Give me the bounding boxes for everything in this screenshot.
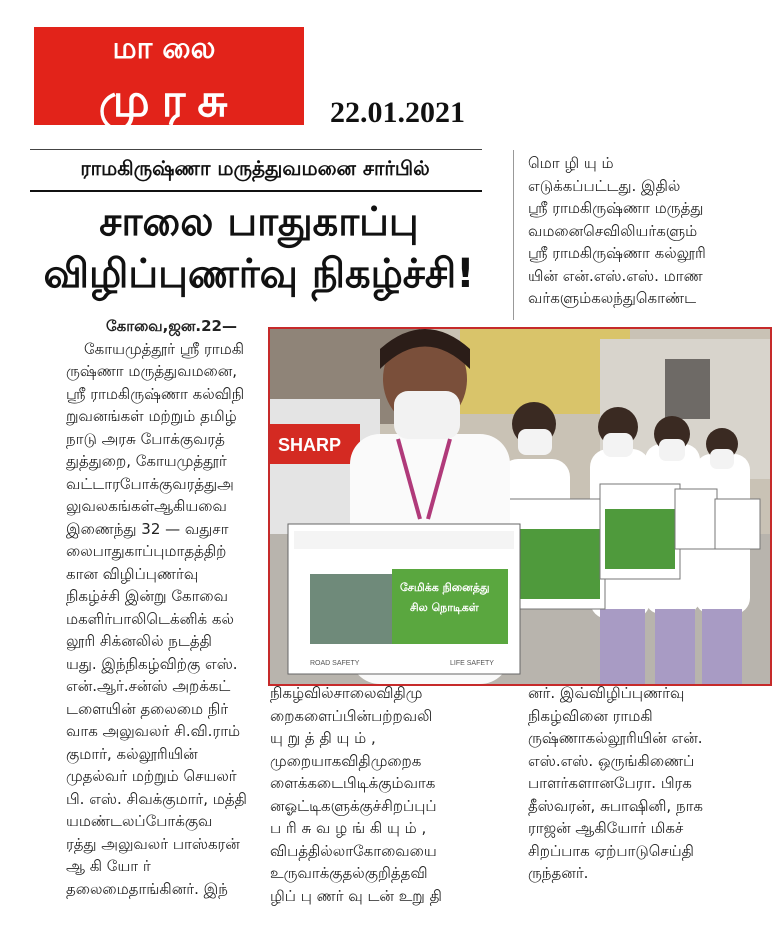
article-column-1 <box>66 315 256 900</box>
text-line: னஓட்டிகளுக்குச்சிறப்புப் <box>270 796 437 815</box>
text-line: வமனைசெவிலியர்களும் <box>528 221 698 240</box>
text-line: கோயமுத்தூர் ஸ்ரீ ராமகி <box>84 339 245 358</box>
article-headline <box>14 196 504 300</box>
photo-illustration <box>270 329 770 684</box>
text-line: பாளர்களானபேரா. பிரக <box>528 774 692 792</box>
text-line: ருஷ்ணா மருத்துவமனை, <box>66 362 238 380</box>
logo-top-text: மாலை <box>112 31 226 66</box>
text-line: யின் என்.எஸ்.எஸ். மாண <box>528 266 703 285</box>
text-line: ராஜன் ஆகியோர் மிகச் <box>528 819 684 837</box>
text-line: ளைக்கடைபிடிக்கும்வாக <box>270 774 436 792</box>
text-line: வர்களும்கலந்துகொண்ட <box>528 289 697 307</box>
text-line: றுவனங்கள் மற்றும் தமிழ் <box>66 407 237 425</box>
text-line: என்.ஆர்.சன்ஸ் அறக்கட் <box>66 677 231 695</box>
article-column-3-bottom <box>528 682 770 885</box>
text-line: னர். இவ்விழிப்புணர்வு <box>528 684 685 702</box>
text-line: எஸ்.எஸ். ஒருங்கிணைப் <box>528 751 695 770</box>
text-line: நாடு அரசு போக்குவரத் <box>66 429 225 448</box>
text-line: எடுக்கப்பட்டது. இதில் <box>528 176 681 195</box>
text-line: நிகழ்வில்சாலைவிதிமு <box>270 684 423 702</box>
text-line: ஸ்ரீ ராமகிருஷ்ணா மருத்து <box>528 199 704 217</box>
text-line: யது. இந்நிகழ்விற்கு எஸ். <box>66 654 238 673</box>
text-line: லைபாதுகாப்புமாதத்திற் <box>66 542 227 560</box>
placard-line-1: சேமிக்க நினைத்து <box>400 581 490 594</box>
placard-line-2: சில நொடிகள் <box>410 601 479 614</box>
headline-line-2: விழிப்புணர்வு நிகழ்ச்சி! <box>43 251 475 297</box>
text-line: நிகழ்வினை ராமகி <box>528 706 653 725</box>
article-photo <box>268 327 772 686</box>
text-line: ப ரி சு வ ழ ங் கி யு ம் , <box>270 819 427 837</box>
text-line: ஸ்ரீ ராமகிருஷ்ணா கல்லூரி <box>528 244 706 262</box>
placard-footer-left: ROAD SAFETY <box>310 660 360 667</box>
text-line: உருவாக்குதல்குறித்தவி <box>270 864 428 882</box>
text-line: ருந்தனர். <box>528 864 589 882</box>
text-line: ஸ்ரீ ராமகிருஷ்ணா கல்விநி <box>66 384 245 403</box>
article-kicker: ராமகிருஷ்ணா மருத்துவமனை சார்பில் <box>80 156 430 180</box>
masthead-logo <box>34 27 304 125</box>
text-line: முறையாகவிதிமுறைக <box>270 751 422 770</box>
publication-date: 22.01.2021 <box>330 96 465 129</box>
text-line: யு று த் தி யு ம் , <box>270 729 376 747</box>
text-line: வாக அலுவலர் சி.வி.ராம் <box>66 722 241 740</box>
text-line: றைகளைப்பின்பற்றவலி <box>270 706 433 725</box>
text-line: துத்துறை, கோயமுத்தூர் <box>66 452 227 470</box>
text-line: தீஸ்வரன், சுபாஷினி, நாக <box>528 796 704 815</box>
article-column-2 <box>270 682 510 907</box>
text-line: ரத்து அலுவலர் பாஸ்கரன் <box>66 834 240 853</box>
column-divider <box>513 150 514 320</box>
text-line: மகளிர்பாலிடெக்னிக் கல் <box>66 609 234 628</box>
headline-line-1: சாலை பாதுகாப்பு <box>99 199 419 245</box>
text-line: கோவை,ஜன.22— <box>106 317 237 335</box>
text-line: நிகழ்ச்சி இன்று கோவை <box>66 587 228 605</box>
text-line: லுவலகங்கள்ஆகியவை <box>66 497 227 515</box>
article-column-3-top <box>528 152 768 310</box>
text-line: மொ ழி யு ம் <box>528 154 614 172</box>
text-line: லூரி சிக்னலில் நடத்தி <box>66 632 212 650</box>
text-line: விபத்தில்லாகோவையை <box>270 841 437 860</box>
text-line: தலைமைதாங்கினர். இந் <box>66 879 228 898</box>
text-line: ழிப் பு ணர் வு டன் உறு தி <box>270 886 442 905</box>
text-line: சிறப்பாக ஏற்பாடுசெய்தி <box>528 841 694 860</box>
text-line: யமண்டலப்போக்குவ <box>66 812 213 830</box>
text-line: குமார், கல்லூரியின் <box>66 744 198 763</box>
placard-footer-right: LIFE SAFETY <box>450 660 494 667</box>
kicker-rule-top <box>30 149 482 150</box>
text-line: டளையின் தலைமை நிர் <box>66 699 229 718</box>
text-line: ருஷ்ணாகல்லூரியின் என். <box>528 729 703 747</box>
text-line: இணைந்து 32 — வதுசா <box>66 519 229 538</box>
logo-main-text: முரசு <box>98 73 240 127</box>
shop-sign-text: SHARP <box>278 435 342 455</box>
text-line: பி. எஸ். சிவக்குமார், மத்தி <box>66 789 247 808</box>
text-line: முதல்வர் மற்றும் செயலர் <box>66 767 237 785</box>
text-line: வட்டாரபோக்குவரத்துஅ <box>66 474 234 493</box>
text-line: கான விழிப்புணர்வு <box>66 564 199 583</box>
kicker-rule-bottom <box>30 190 482 192</box>
text-line: ஆ கி யோ ர் <box>66 857 151 875</box>
